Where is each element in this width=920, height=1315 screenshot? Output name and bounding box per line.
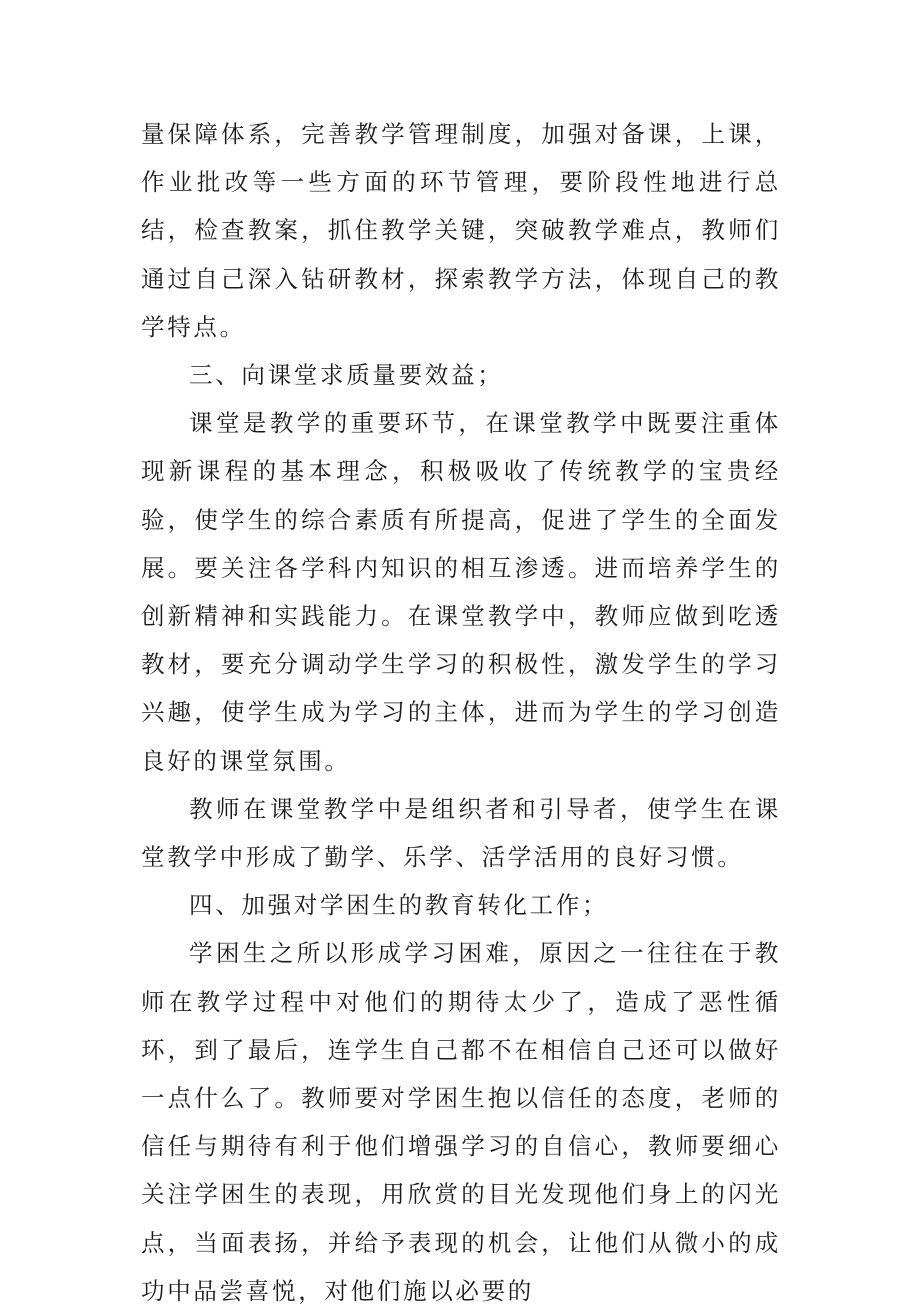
section-heading-4: 四、加强对学困生的教育转化工作； bbox=[189, 891, 609, 920]
paragraph-2: 课堂是教学的重要环节，在课堂教学中既要注重体现新课程的基本理念，积极吸收了传统教学的宝贵经验，使学生的综合素质有所提高，促进了学生的全面发展。要关注各学科内知识的相互渗透。进而培养学生的创新精神和实践能力。在课堂教学中，教师应做到吃透教材，要充分调动学生学习的积极性，激发学生的学习兴趣，使学生成为学习的主体，进而为学生的学习创造良好的课堂氛围。 bbox=[141, 409, 781, 775]
section-heading-3: 三、向课堂求质量要效益； bbox=[189, 361, 504, 390]
paragraph-1: 量保障体系，完善教学管理制度，加强对备课，上课，作业批改等一些方面的环节管理，要阶段性地进行总结，检查教案，抓住教学关键，突破教学难点，教师们通过自己深入钻研教材，探索教学方法，体现自己的教学特点。 bbox=[141, 120, 781, 341]
document-body bbox=[141, 110, 781, 1315]
paragraph-3: 教师在课堂教学中是组织者和引导者，使学生在课堂教学中形成了勤学、乐学、活学活用的良好习惯。 bbox=[141, 794, 781, 872]
paragraph-4: 学困生之所以形成学习困难，原因之一往往在于教师在教学过程中对他们的期待太少了，造成了恶性循环，到了最后，连学生自己都不在相信自己还可以做好一点什么了。教师要对学困生抱以信任的态度，老师的信任与期待有利于他们增强学习的自信心，教师要细心关注学困生的表现，用欣赏的目光发现他们身上的闪光点，当面表扬，并给予表现的机会，让他们从微小的成功中品尝喜悦，对他们施以必要的 bbox=[141, 939, 781, 1305]
